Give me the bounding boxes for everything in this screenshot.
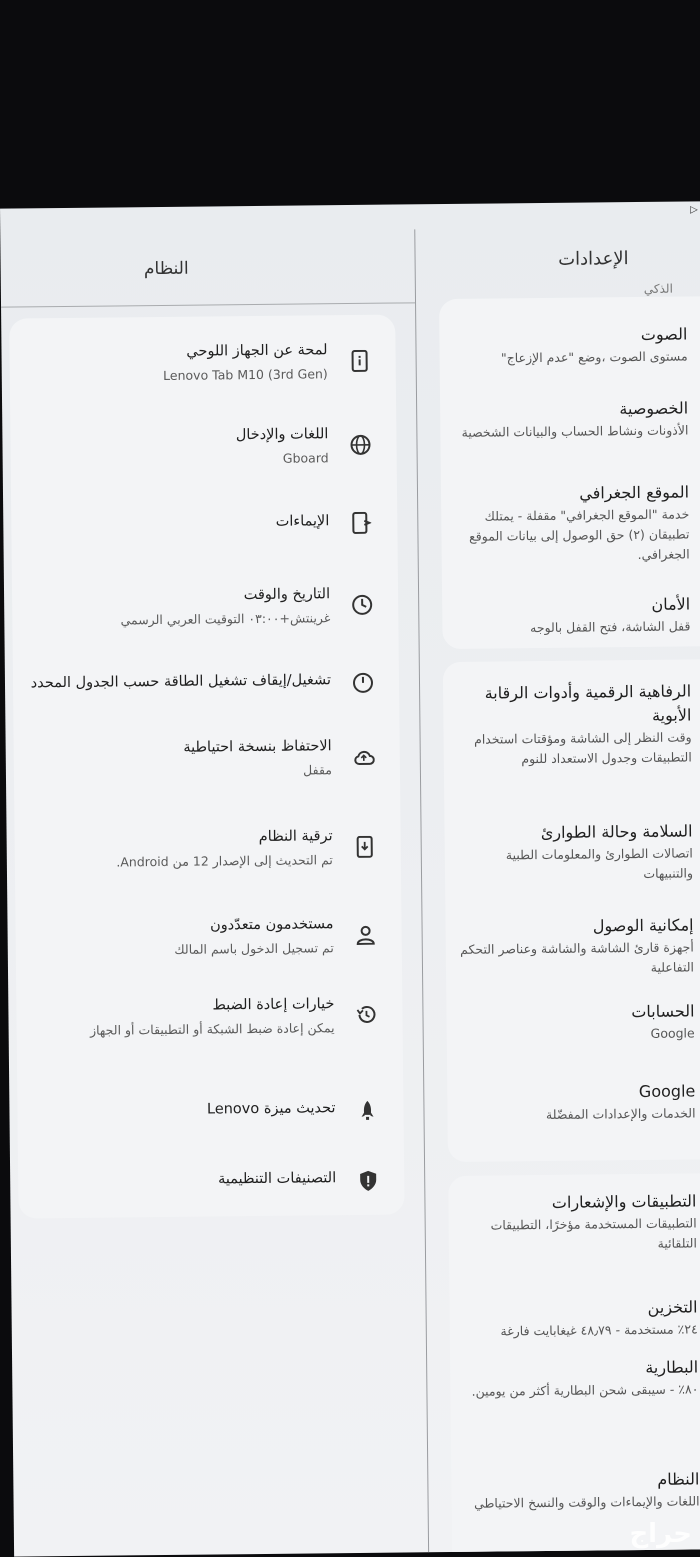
power-icon xyxy=(351,671,375,695)
item-subtitle: خدمة "الموقع الجغرافي" مقفلة - يمتلك تطبيقان (٢) حق الوصول إلى بيانات الموقع الجغرافي. xyxy=(453,504,690,566)
item-subtitle: Lenovo Tab M10 (3rd Gen) xyxy=(163,366,328,383)
settings-item-system[interactable] xyxy=(463,1467,699,1513)
item-title: خيارات إعادة الضبط xyxy=(212,996,334,1013)
settings-item-storage[interactable] xyxy=(461,1295,697,1341)
list-item-backup[interactable] xyxy=(14,733,401,787)
left-panel-header xyxy=(0,242,415,307)
item-subtitle: تم تسجيل الدخول باسم المالك xyxy=(174,940,334,957)
cut-off-text: الذكي xyxy=(644,282,673,296)
list-item-gestures[interactable] xyxy=(11,503,397,547)
item-title: مستخدمون متعدّدون xyxy=(210,916,334,933)
settings-item-google[interactable] xyxy=(459,1079,695,1125)
cloud-upload-icon xyxy=(352,745,376,769)
settings-screen xyxy=(0,201,700,1556)
item-subtitle: اللغات والإيماءات والوقت والنسخ الاحتياطي xyxy=(464,1491,700,1513)
item-title: الأمان xyxy=(454,592,690,618)
settings-item-security[interactable] xyxy=(454,592,690,638)
item-subtitle: اتصالات الطوارئ والمعلومات الطبية والتنبيهات xyxy=(457,843,693,885)
rocket-icon xyxy=(355,1099,379,1123)
item-subtitle: مقفل xyxy=(303,762,332,777)
item-title: اللغات والإدخال xyxy=(236,426,329,443)
settings-title: الإعدادات xyxy=(558,248,629,270)
settings-item-sound[interactable] xyxy=(451,322,687,368)
item-subtitle: أجهزة قارئ الشاشة والشاشة وعناصر التحكم التفاعلية xyxy=(458,937,694,979)
panel-divider xyxy=(414,229,429,1556)
person-icon xyxy=(354,923,378,947)
item-title: التصنيفات التنظيمية xyxy=(218,1170,336,1187)
item-title: إمكانية الوصول xyxy=(457,913,693,939)
settings-item-accessibility[interactable] xyxy=(457,913,694,979)
list-item-scheduled-power[interactable] xyxy=(13,663,399,707)
list-item-lenovo-feature-update[interactable] xyxy=(17,1090,403,1134)
item-title: الرفاهية الرقمية وأدوات الرقابة الأبوية xyxy=(455,679,691,729)
clock-icon xyxy=(350,593,374,617)
item-subtitle: قفل الشاشة، فتح القفل بالوجه xyxy=(454,616,690,638)
settings-item-accounts[interactable] xyxy=(458,999,694,1045)
settings-item-location[interactable] xyxy=(453,480,690,566)
item-subtitle: ٢٤٪ مستخدمة - ٤٨٫٧٩ غيغابايت فارغة xyxy=(462,1319,698,1341)
item-title: ترقية النظام xyxy=(259,828,333,845)
play-arrow-icon: ▷ xyxy=(690,205,698,215)
list-item-about-tablet[interactable] xyxy=(9,337,396,391)
item-title: التخزين xyxy=(461,1295,697,1321)
globe-icon xyxy=(348,433,372,457)
list-item-languages-input[interactable] xyxy=(10,421,397,475)
item-title: تحديث ميزة Lenovo xyxy=(207,1100,336,1117)
system-update-icon xyxy=(353,835,377,859)
item-subtitle: Google xyxy=(459,1023,695,1045)
list-item-system-update[interactable] xyxy=(14,823,401,877)
list-item-reset-options[interactable] xyxy=(16,990,403,1044)
settings-item-privacy[interactable] xyxy=(452,396,688,442)
item-title: التطبيقات والإشعارات xyxy=(460,1189,696,1215)
item-title: التاريخ والوقت xyxy=(244,586,331,603)
item-subtitle: تم التحديث إلى الإصدار 12 من Android. xyxy=(116,852,333,869)
history-icon xyxy=(354,1003,378,1027)
item-subtitle: مستوى الصوت ،وضع "عدم الإزعاج" xyxy=(452,346,688,368)
item-subtitle: الأذونات ونشاط الحساب والبيانات الشخصية xyxy=(452,420,688,442)
item-title: لمحة عن الجهاز اللوحي xyxy=(186,342,327,359)
tablet-info-icon xyxy=(348,349,372,373)
list-item-date-time[interactable] xyxy=(12,581,399,635)
item-subtitle: Gboard xyxy=(283,450,329,465)
item-title: الصوت xyxy=(451,322,687,348)
settings-item-battery[interactable] xyxy=(462,1355,698,1401)
left-panel-title: النظام xyxy=(144,259,189,279)
settings-group-2 xyxy=(443,659,700,1162)
item-title: النظام xyxy=(463,1467,699,1493)
item-subtitle: التطبيقات المستخدمة مؤخرًا، التطبيقات التلقائية xyxy=(461,1213,697,1255)
list-item-regulatory-labels[interactable] xyxy=(18,1160,404,1204)
item-subtitle: غرينتش+٠٣:٠٠ التوقيت العربي الرسمي xyxy=(120,610,330,627)
item-title: السلامة وحالة الطوارئ xyxy=(456,819,692,845)
item-title: الخصوصية xyxy=(452,396,688,422)
settings-item-apps-notifications[interactable] xyxy=(460,1189,697,1255)
item-subtitle: وقت النظر إلى الشاشة ومؤقتات استخدام التطبيقات وجدول الاستعداد للنوم xyxy=(456,727,692,769)
item-subtitle: يمكن إعادة ضبط الشبكة أو التطبيقات أو الجهاز xyxy=(90,1020,335,1038)
item-title: الإيماءات xyxy=(276,513,330,530)
settings-group-1 xyxy=(439,296,700,649)
watermark-logo: حراج xyxy=(629,1519,692,1549)
item-title: الحسابات xyxy=(458,999,694,1025)
item-title: البطارية xyxy=(462,1355,698,1381)
item-title: الموقع الجغرافي xyxy=(453,480,689,506)
system-settings-list xyxy=(9,315,404,1219)
item-title: الاحتفاظ بنسخة احتياطية xyxy=(183,738,332,756)
shield-icon xyxy=(356,1169,380,1193)
settings-group-3 xyxy=(448,1173,700,1556)
list-item-multiple-users[interactable] xyxy=(15,911,402,965)
settings-item-safety-emergency[interactable] xyxy=(456,819,693,885)
item-title: Google xyxy=(459,1079,695,1105)
item-subtitle: الخدمات والإعدادات المفضّلة xyxy=(459,1103,695,1125)
item-subtitle: ٨٠٪ - سيبقى شحن البطارية أكثر من يومين. xyxy=(462,1379,698,1401)
settings-item-digital-wellbeing[interactable] xyxy=(455,679,692,769)
gestures-icon xyxy=(349,511,373,535)
item-title: تشغيل/إيقاف تشغيل الطاقة حسب الجدول المحدد xyxy=(31,672,331,691)
